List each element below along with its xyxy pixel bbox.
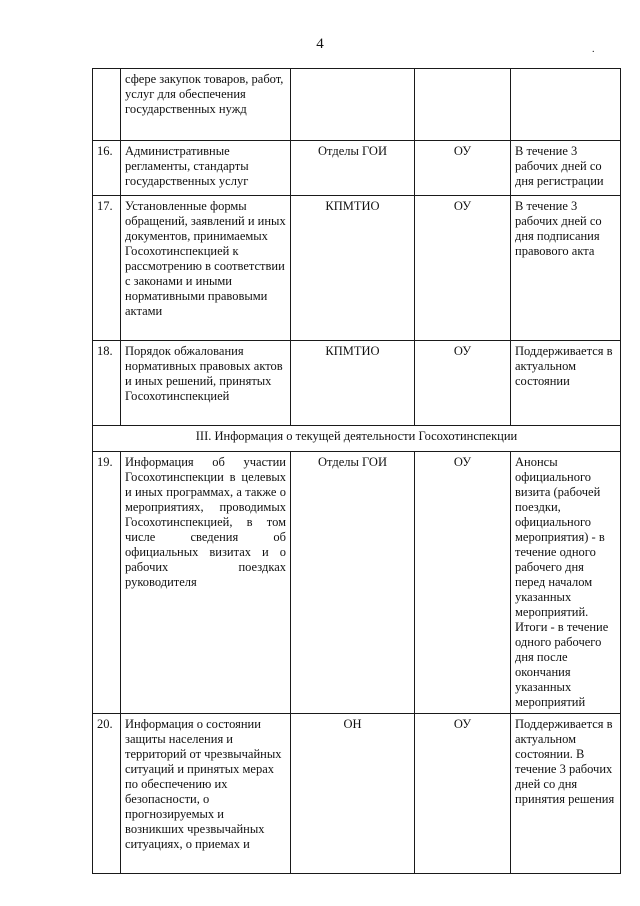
table-row xyxy=(93,452,621,714)
row-name: Информация об участии Госохотинспекции в целевых и иных программах, а также о мероприятиях, проводимых Госохотинспекцией, в том числе сведения об официальных визитах и о рабочих поездках руководителя xyxy=(121,452,291,714)
row-dept: КПМТИО xyxy=(291,196,415,341)
row-term: Поддерживается в актуальном состоянии xyxy=(511,341,621,426)
row-number xyxy=(93,69,121,141)
table-row xyxy=(93,69,621,141)
row-term: Анонсы официального визита (рабочей поездки, официального мероприятия) - в течение одного рабочего дня перед началом указанных мероприятий. Итоги - в течение одного рабочего дня после окончания указанных мероприятий xyxy=(511,452,621,714)
row-name: Информация о состоянии защиты населения и территорий от чрезвычайных ситуаций и принятых мерах по обеспечению их безопасности, о прогнозируемых и возникших чрезвычайных ситуациях, о приемах и xyxy=(121,714,291,874)
row-dept: Отделы ГОИ xyxy=(291,452,415,714)
table-row xyxy=(93,341,621,426)
row-resp: ОУ xyxy=(415,141,511,196)
row-resp: ОУ xyxy=(415,341,511,426)
section-title: III. Информация о текущей деятельности Госохотинспекции xyxy=(93,426,621,452)
row-dept xyxy=(291,69,415,141)
table-row xyxy=(93,141,621,196)
stray-mark: . xyxy=(592,44,595,55)
row-dept: Отделы ГОИ xyxy=(291,141,415,196)
row-term: В течение 3 рабочих дней со дня регистрации xyxy=(511,141,621,196)
row-name: сфере закупок товаров, работ, услуг для обеспечения государственных нужд xyxy=(121,69,291,141)
document-table xyxy=(92,68,621,874)
row-name: Административные регламенты, стандарты государственных услуг xyxy=(121,141,291,196)
row-number: 19. xyxy=(93,452,121,714)
row-term: Поддерживается в актуальном состоянии. В течение 3 рабочих дней со дня принятия решения xyxy=(511,714,621,874)
row-dept: ОН xyxy=(291,714,415,874)
row-resp xyxy=(415,69,511,141)
row-term xyxy=(511,69,621,141)
row-name: Порядок обжалования нормативных правовых актов и иных решений, принятых Госохотинспекцией xyxy=(121,341,291,426)
table-row xyxy=(93,714,621,874)
row-resp: ОУ xyxy=(415,714,511,874)
row-number: 17. xyxy=(93,196,121,341)
row-name: Установленные формы обращений, заявлений и иных документов, принимаемых Госохотинспекцией к рассмотрению в соответствии с законами и иными нормативными правовыми актами xyxy=(121,196,291,341)
page-number: 4 xyxy=(316,36,324,52)
row-term: В течение 3 рабочих дней со дня подписания правового акта xyxy=(511,196,621,341)
table-row xyxy=(93,196,621,341)
row-number: 16. xyxy=(93,141,121,196)
section-row xyxy=(93,426,621,452)
row-number: 20. xyxy=(93,714,121,874)
row-number: 18. xyxy=(93,341,121,426)
row-resp: ОУ xyxy=(415,452,511,714)
row-dept: КПМТИО xyxy=(291,341,415,426)
row-resp: ОУ xyxy=(415,196,511,341)
